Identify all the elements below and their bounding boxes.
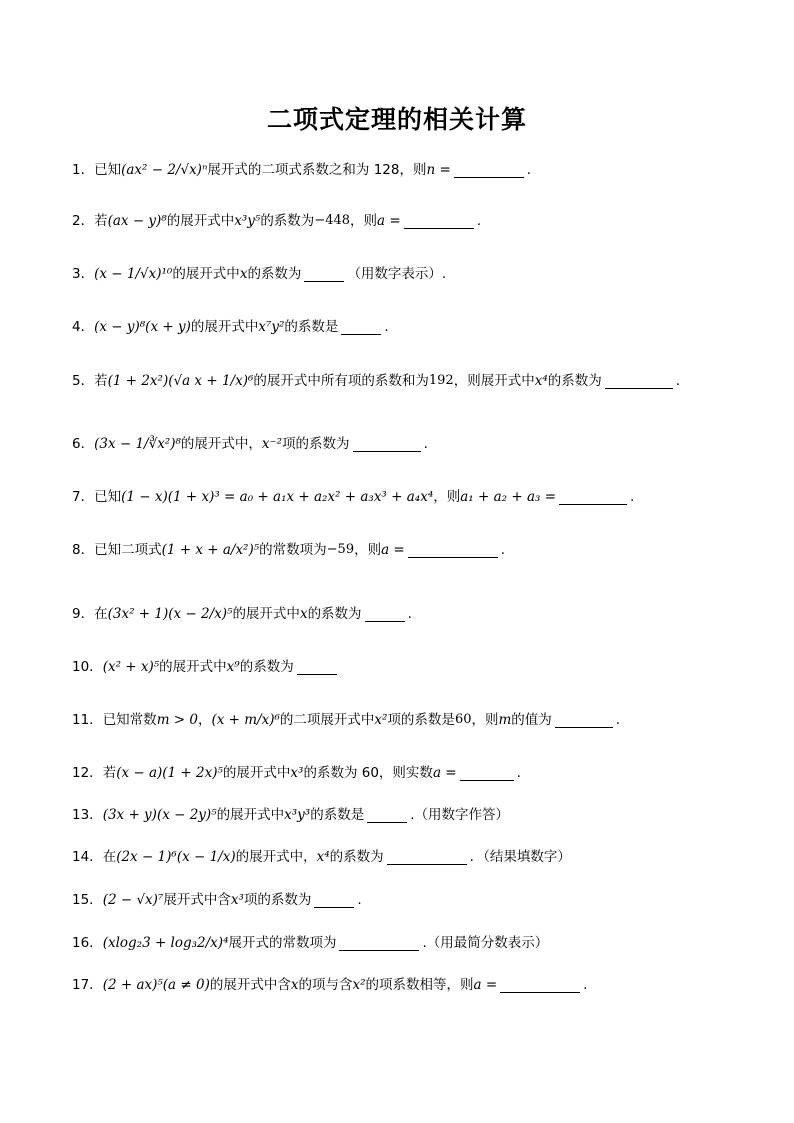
question-10: 10． (x² + x)⁵ 的展开式中 x⁹ 的系数为 xyxy=(72,657,762,677)
answer-blank[interactable] xyxy=(314,893,354,908)
math-expr: (2 + ax)⁵(a ≠ 0) xyxy=(102,977,210,993)
page-title: 二项式定理的相关计算 xyxy=(266,105,527,134)
math-expr: (1 − x)(1 + x)³ = a₀ + a₁x + a₂x² + a₃x³ + a₄x⁴ xyxy=(121,489,434,505)
math-expr: (x − 1/√x)¹⁰ xyxy=(94,266,173,282)
answer-blank[interactable] xyxy=(341,320,381,335)
math-expr: (3x² + 1)(x − 2/x)⁵ xyxy=(107,606,233,622)
math-expr: (x − y)⁸(x + y) xyxy=(94,319,191,335)
answer-blank[interactable] xyxy=(500,978,580,993)
answer-blank[interactable] xyxy=(555,713,613,728)
answer-blank[interactable] xyxy=(408,543,498,558)
question-13: 13． (3x + y)(x − 2y)⁵ 的展开式中 x³y³ 的系数是 .（用数字作答） xyxy=(72,807,509,823)
question-11: 11． 已知常数 m > 0 ， (x + m/x)⁶ 的二项展开式中 x² 项的系数是 60 ，则 m 的值为 . xyxy=(72,712,621,728)
answer-blank[interactable] xyxy=(605,374,673,389)
answer-blank[interactable] xyxy=(297,660,337,675)
question-15: 15． (2 − √x)⁷ 展开式中含 x³ 项的系数为 . xyxy=(72,892,362,908)
question-9: 9． 在 (3x² + 1)(x − 2/x)⁵ 的展开式中 x 的系数为 . xyxy=(72,606,412,622)
math-expr: (x² + x)⁵ xyxy=(102,659,160,675)
question-12: 12． 若 (x − a)(1 + 2x)⁵ 的展开式中 x³ 的系数为 60，则实数 a = . xyxy=(72,765,521,781)
answer-blank[interactable] xyxy=(559,490,627,505)
answer-blank[interactable] xyxy=(365,607,405,622)
question-17: 17． (2 + ax)⁵(a ≠ 0) 的展开式中含 x 的项与含 x² 的项系数相等，则 a = . xyxy=(72,977,588,993)
question-2: 2． 若 (ax − y)⁸ 的展开式中 x³y⁵ 的系数为 −448 ，则 a = . xyxy=(72,213,481,229)
question-5: 5． 若 (1 + 2x²)(√a x + 1/x)⁶ 的展开式中所有项的系数和为 192 ，则展开式中 x⁴ 的系数为 . xyxy=(72,373,681,389)
answer-blank[interactable] xyxy=(454,163,524,178)
question-6: 6． (3x − 1/∛x²)⁸ 的展开式中， x⁻² 项的系数为 . xyxy=(72,436,428,452)
answer-blank[interactable] xyxy=(387,850,467,865)
answer-blank[interactable] xyxy=(304,267,344,282)
question-1: 1． 已知 (ax² − 2/√x)ⁿ 展开式的二项式系数之和为 128，则 n = . xyxy=(72,162,532,178)
answer-blank[interactable] xyxy=(367,808,407,823)
answer-blank[interactable] xyxy=(460,766,514,781)
answer-blank[interactable] xyxy=(339,936,419,951)
math-expr: (xlog₂3 + log₃2/x)⁴ xyxy=(102,935,229,951)
math-expr: (3x + y)(x − 2y)⁵ xyxy=(102,807,217,823)
math-expr: m > 0 xyxy=(156,712,198,728)
question-4: 4． (x − y)⁸(x + y) 的展开式中 x⁷y² 的系数是 . xyxy=(72,319,389,335)
math-expr: (1 + 2x²)(√a x + 1/x)⁶ xyxy=(107,373,254,389)
math-expr: (2x − 1)⁶(x − 1/x) xyxy=(116,849,236,865)
math-expr: (ax − y)⁸ xyxy=(107,213,167,229)
answer-blank[interactable] xyxy=(353,437,421,452)
question-8: 8． 已知二项式 (1 + x + a/x²)⁵ 的常数项为 −59 ，则 a = . xyxy=(72,542,506,558)
answer-blank[interactable] xyxy=(404,214,474,229)
question-3: 3． (x − 1/√x)¹⁰ 的展开式中 x 的系数为 （用数字表示）. xyxy=(72,266,447,282)
math-expr: (3x − 1/∛x²)⁸ xyxy=(94,436,181,452)
math-expr: (1 + x + a/x²)⁵ xyxy=(161,542,260,558)
math-expr: (x − a)(1 + 2x)⁵ xyxy=(116,765,223,781)
question-7: 7． 已知 (1 − x)(1 + x)³ = a₀ + a₁x + a₂x² + a₃x³ + a₄x⁴ ，则 a₁ + a₂ + a₃ = . xyxy=(72,489,635,505)
question-16: 16． (xlog₂3 + log₃2/x)⁴ 展开式的常数项为 .（用最简分数表示） xyxy=(72,935,549,951)
question-14: 14． 在 (2x − 1)⁶(x − 1/x) 的展开式中， x⁴ 的系数为 ．（结果填数字） xyxy=(72,849,571,865)
math-expr: (ax² − 2/√x)ⁿ xyxy=(121,162,208,178)
math-expr: (2 − √x)⁷ xyxy=(102,892,164,908)
